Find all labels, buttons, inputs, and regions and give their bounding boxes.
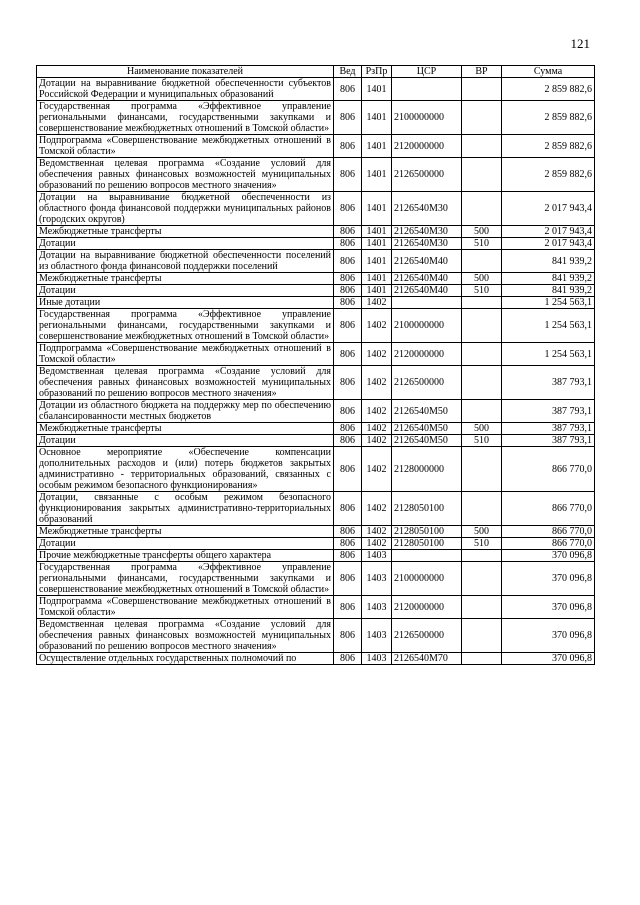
cell-rzpr: 1401 (362, 78, 392, 101)
table-row (37, 250, 595, 273)
cell-sum: 387 793,1 (502, 400, 595, 423)
cell-vr: 510 (462, 435, 502, 447)
cell-vr (462, 596, 502, 619)
cell-csr: 2128050100 (392, 526, 462, 538)
cell-csr: 2126540М40 (392, 273, 462, 285)
cell-ved: 806 (334, 619, 362, 653)
cell-rzpr: 1401 (362, 285, 392, 297)
cell-sum: 841 939,2 (502, 250, 595, 273)
cell-csr: 2128050100 (392, 538, 462, 550)
cell-rzpr: 1401 (362, 101, 392, 135)
cell-csr: 2126540М30 (392, 238, 462, 250)
table-row (37, 366, 595, 400)
cell-sum: 370 096,8 (502, 550, 595, 562)
cell-ved: 806 (334, 562, 362, 596)
cell-ved: 806 (334, 192, 362, 226)
cell-name: Дотации (37, 435, 334, 447)
cell-rzpr: 1401 (362, 192, 392, 226)
cell-rzpr: 1401 (362, 273, 392, 285)
cell-ved: 806 (334, 309, 362, 343)
cell-rzpr: 1403 (362, 619, 392, 653)
table-row (37, 78, 595, 101)
cell-csr: 2120000000 (392, 135, 462, 158)
cell-ved: 806 (334, 550, 362, 562)
cell-name: Основное мероприятие «Обеспечение компенсации дополнительных расходов и (или) потерь бюджетов закрытых административно - территориальных образований, связанных с особым режимом безопасного функционирования» (37, 447, 334, 492)
cell-ved: 806 (334, 226, 362, 238)
cell-rzpr: 1402 (362, 297, 392, 309)
cell-vr (462, 562, 502, 596)
cell-sum: 1 254 563,1 (502, 343, 595, 366)
cell-ved: 806 (334, 423, 362, 435)
cell-sum: 866 770,0 (502, 447, 595, 492)
cell-name: Межбюджетные трансферты (37, 526, 334, 538)
cell-name: Ведомственная целевая программа «Создание условий для обеспечения равных финансовых возможностей муниципальных образований по решению вопросов местного значения» (37, 366, 334, 400)
cell-csr (392, 550, 462, 562)
cell-rzpr: 1403 (362, 550, 392, 562)
cell-csr: 2126500000 (392, 366, 462, 400)
cell-name: Межбюджетные трансферты (37, 423, 334, 435)
cell-name: Дотации на выравнивание бюджетной обеспеченности поселений из областного фонда финансовой поддержки поселений (37, 250, 334, 273)
table-body (37, 78, 595, 665)
budget-table (36, 65, 595, 665)
cell-vr (462, 653, 502, 665)
cell-ved: 806 (334, 78, 362, 101)
cell-vr: 500 (462, 526, 502, 538)
table-row (37, 158, 595, 192)
cell-sum: 1 254 563,1 (502, 297, 595, 309)
cell-sum: 387 793,1 (502, 423, 595, 435)
cell-ved: 806 (334, 366, 362, 400)
header-rzpr: РзПр (362, 66, 392, 78)
cell-vr (462, 135, 502, 158)
cell-sum: 387 793,1 (502, 435, 595, 447)
cell-ved: 806 (334, 238, 362, 250)
cell-vr: 510 (462, 238, 502, 250)
header-csr: ЦСР (392, 66, 462, 78)
cell-vr (462, 447, 502, 492)
cell-name: Ведомственная целевая программа «Создание условий для обеспечения равных финансовых возможностей муниципальных образований по решению вопросов местного значения» (37, 158, 334, 192)
cell-ved: 806 (334, 447, 362, 492)
cell-rzpr: 1403 (362, 596, 392, 619)
table-header (37, 66, 595, 78)
cell-name: Дотации (37, 238, 334, 250)
cell-csr: 2126540М70 (392, 653, 462, 665)
cell-vr: 510 (462, 538, 502, 550)
cell-vr (462, 158, 502, 192)
cell-rzpr: 1402 (362, 538, 392, 550)
cell-name: Прочие межбюджетные трансферты общего характера (37, 550, 334, 562)
cell-ved: 806 (334, 101, 362, 135)
table-row (37, 309, 595, 343)
cell-vr (462, 250, 502, 273)
cell-csr: 2126540М30 (392, 192, 462, 226)
cell-sum: 841 939,2 (502, 273, 595, 285)
cell-rzpr: 1401 (362, 238, 392, 250)
cell-sum: 2 859 882,6 (502, 78, 595, 101)
table-row (37, 435, 595, 447)
cell-ved: 806 (334, 158, 362, 192)
cell-name: Дотации (37, 285, 334, 297)
table-row (37, 562, 595, 596)
cell-vr: 500 (462, 423, 502, 435)
cell-vr (462, 297, 502, 309)
cell-csr: 2100000000 (392, 309, 462, 343)
cell-csr: 2126500000 (392, 619, 462, 653)
cell-csr: 2128050100 (392, 492, 462, 526)
cell-rzpr: 1402 (362, 526, 392, 538)
cell-sum: 1 254 563,1 (502, 309, 595, 343)
cell-ved: 806 (334, 135, 362, 158)
cell-name: Государственная программа «Эффективное управление региональными финансами, государственными закупками и совершенствование межбюджетных отношений в Томской области» (37, 562, 334, 596)
cell-rzpr: 1402 (362, 492, 392, 526)
cell-name: Дотации на выравнивание бюджетной обеспеченности субъектов Российской Федерации и муниципальных образований (37, 78, 334, 101)
cell-name: Дотации из областного бюджета на поддержку мер по обеспечению сбалансированности местных бюджетов (37, 400, 334, 423)
cell-rzpr: 1402 (362, 309, 392, 343)
cell-vr (462, 101, 502, 135)
table-row (37, 297, 595, 309)
cell-csr: 2100000000 (392, 101, 462, 135)
cell-name: Государственная программа «Эффективное управление региональными финансами, государственными закупками и совершенствование межбюджетных отношений в Томской области» (37, 309, 334, 343)
cell-sum: 866 770,0 (502, 526, 595, 538)
cell-vr (462, 619, 502, 653)
cell-rzpr: 1402 (362, 343, 392, 366)
header-name: Наименование показателей (37, 66, 334, 78)
cell-sum: 370 096,8 (502, 653, 595, 665)
cell-ved: 806 (334, 596, 362, 619)
cell-vr (462, 400, 502, 423)
cell-name: Дотации на выравнивание бюджетной обеспеченности из областного фонда финансовой поддержки муниципальных районов (городских округов) (37, 192, 334, 226)
cell-sum: 2 859 882,6 (502, 158, 595, 192)
cell-sum: 841 939,2 (502, 285, 595, 297)
table-row (37, 101, 595, 135)
table-row (37, 423, 595, 435)
table-row (37, 273, 595, 285)
cell-csr: 2126540М50 (392, 400, 462, 423)
header-vr: ВР (462, 66, 502, 78)
table-row (37, 400, 595, 423)
cell-csr: 2126540М50 (392, 435, 462, 447)
cell-name: Дотации, связанные с особым режимом безопасного функционирования закрытых административно-территориальных образований (37, 492, 334, 526)
table-row (37, 596, 595, 619)
cell-vr (462, 309, 502, 343)
cell-ved: 806 (334, 297, 362, 309)
cell-ved: 806 (334, 343, 362, 366)
cell-vr (462, 366, 502, 400)
cell-name: Осуществление отдельных государственных полномочий по (37, 653, 334, 665)
cell-csr: 2126500000 (392, 158, 462, 192)
cell-rzpr: 1403 (362, 562, 392, 596)
cell-vr (462, 78, 502, 101)
table-row (37, 135, 595, 158)
cell-csr: 2120000000 (392, 596, 462, 619)
cell-csr: 2100000000 (392, 562, 462, 596)
header-sum: Сумма (502, 66, 595, 78)
cell-csr: 2126540М40 (392, 250, 462, 273)
cell-sum: 370 096,8 (502, 562, 595, 596)
header-ved: Вед (334, 66, 362, 78)
cell-sum: 2 017 943,4 (502, 192, 595, 226)
cell-ved: 806 (334, 435, 362, 447)
cell-csr (392, 297, 462, 309)
table-row (37, 238, 595, 250)
cell-rzpr: 1403 (362, 653, 392, 665)
cell-rzpr: 1401 (362, 135, 392, 158)
cell-vr (462, 343, 502, 366)
cell-sum: 2 859 882,6 (502, 101, 595, 135)
cell-ved: 806 (334, 400, 362, 423)
cell-rzpr: 1402 (362, 366, 392, 400)
cell-name: Дотации (37, 538, 334, 550)
cell-ved: 806 (334, 492, 362, 526)
table-row (37, 550, 595, 562)
cell-rzpr: 1402 (362, 435, 392, 447)
table-row (37, 492, 595, 526)
cell-name: Подпрограмма «Совершенствование межбюджетных отношений в Томской области» (37, 135, 334, 158)
cell-vr: 510 (462, 285, 502, 297)
cell-vr (462, 192, 502, 226)
cell-name: Подпрограмма «Совершенствование межбюджетных отношений в Томской области» (37, 596, 334, 619)
cell-sum: 387 793,1 (502, 366, 595, 400)
cell-ved: 806 (334, 273, 362, 285)
cell-name: Межбюджетные трансферты (37, 226, 334, 238)
cell-sum: 2 017 943,4 (502, 226, 595, 238)
cell-rzpr: 1402 (362, 447, 392, 492)
cell-sum: 370 096,8 (502, 596, 595, 619)
table-row (37, 192, 595, 226)
cell-name: Государственная программа «Эффективное управление региональными финансами, государственными закупками и совершенствование межбюджетных отношений в Томской области» (37, 101, 334, 135)
cell-ved: 806 (334, 526, 362, 538)
cell-rzpr: 1401 (362, 158, 392, 192)
cell-vr: 500 (462, 226, 502, 238)
cell-sum: 2 017 943,4 (502, 238, 595, 250)
table-row (37, 538, 595, 550)
cell-sum: 370 096,8 (502, 619, 595, 653)
cell-vr (462, 492, 502, 526)
cell-name: Иные дотации (37, 297, 334, 309)
table-row (37, 343, 595, 366)
cell-csr: 2126540М50 (392, 423, 462, 435)
table-row (37, 619, 595, 653)
cell-ved: 806 (334, 250, 362, 273)
cell-rzpr: 1401 (362, 250, 392, 273)
cell-name: Межбюджетные трансферты (37, 273, 334, 285)
cell-vr (462, 550, 502, 562)
page-number: 121 (570, 36, 590, 51)
cell-sum: 866 770,0 (502, 492, 595, 526)
cell-rzpr: 1402 (362, 423, 392, 435)
cell-ved: 806 (334, 653, 362, 665)
cell-csr: 2126540М30 (392, 226, 462, 238)
cell-csr: 2128000000 (392, 447, 462, 492)
cell-rzpr: 1402 (362, 400, 392, 423)
cell-ved: 806 (334, 538, 362, 550)
cell-rzpr: 1401 (362, 226, 392, 238)
cell-sum: 866 770,0 (502, 538, 595, 550)
cell-csr: 2120000000 (392, 343, 462, 366)
table-row (37, 447, 595, 492)
cell-ved: 806 (334, 285, 362, 297)
table-row (37, 226, 595, 238)
cell-name: Подпрограмма «Совершенствование межбюджетных отношений в Томской области» (37, 343, 334, 366)
cell-csr: 2126540М40 (392, 285, 462, 297)
table-row (37, 526, 595, 538)
cell-vr: 500 (462, 273, 502, 285)
cell-name: Ведомственная целевая программа «Создание условий для обеспечения равных финансовых возможностей муниципальных образований по решению вопросов местного значения» (37, 619, 334, 653)
cell-sum: 2 859 882,6 (502, 135, 595, 158)
table-row (37, 285, 595, 297)
table-row (37, 653, 595, 665)
cell-csr (392, 78, 462, 101)
